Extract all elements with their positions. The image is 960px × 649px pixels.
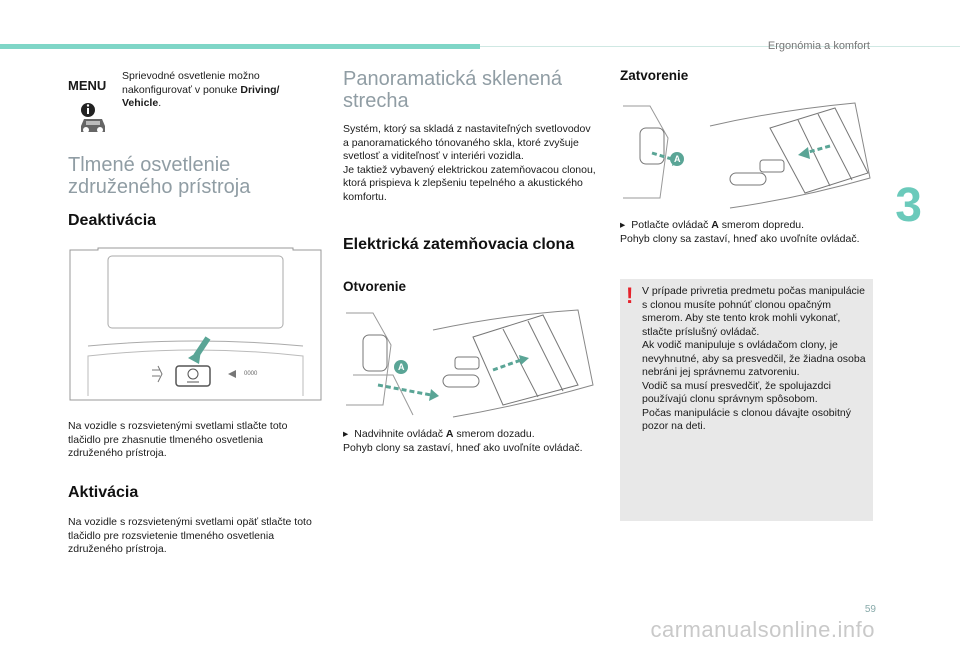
opening-heading: Otvorenie (343, 279, 407, 294)
header-rule (480, 46, 960, 47)
closing-instructions: ▸ Potlačte ovládač A smerom dopredu. Pohyb clony sa zastaví, hneď ako uvoľníte ovládač. (620, 219, 860, 245)
watermark: carmanualsonline.info (650, 617, 875, 642)
instrument-lighting-title: Tlmené osvetlenie združeného prístroja (68, 154, 251, 198)
opening-instructions: ▸ Nadvihnite ovládač A smerom dozadu. Pohyb clony sa zastaví, hneď ako uvoľníte ovládač. (343, 428, 583, 454)
chapter-number: 3 (895, 179, 922, 232)
warning-icon: ! (626, 283, 634, 308)
vehicle-info-icon (75, 100, 111, 136)
deactivation-heading: Deaktivácia (68, 212, 157, 229)
activation-heading: Aktivácia (68, 484, 139, 501)
bullet-arrow-icon: ▸ (620, 219, 626, 231)
odometer-value: 0000 (244, 371, 258, 377)
panoramic-roof-intro: Systém, ktorý sa skladá z nastaviteľných svetlovodov a panoramatického tónovaného skla, ktoré zvyšuje svetlosť a viditeľnosť v interiéri vozidla. Je taktiež vybavený elektrickou zatemňovacou clonou, ktorá prispieva k zlepšeniu tepelného a akustického komfortu. (343, 123, 596, 203)
opening-illustration (343, 305, 598, 420)
page-number: 59 (864, 604, 876, 615)
closing-illustration (620, 98, 875, 210)
instrument-panel-illustration (68, 246, 323, 404)
blind-title: Elektrická zatemňovacia clona (343, 236, 575, 253)
section-header: Ergonómia a komfort (767, 40, 870, 52)
activation-text: Na vozidle s rozsvietenými svetlami opäť stlačte toto tlačidlo pre rozsvietenie tlmeného osvetlenia združeného prístroja. (68, 516, 312, 555)
accent-bar (0, 44, 480, 49)
closing-heading: Zatvorenie (620, 68, 689, 83)
bullet-arrow-icon: ▸ (343, 428, 349, 440)
control-a-label-open: A (398, 362, 405, 372)
control-a-label-close: A (674, 154, 681, 164)
menu-note-text: Sprievodné osvetlenie možno nakonfigurovať v ponuke Driving/ Vehicle. (122, 70, 280, 109)
deactivation-text: Na vozidle s rozsvietenými svetlami stlačte toto tlačidlo pre zhasnutie tlmeného osvetlenia združeného prístroja. (68, 420, 288, 459)
panoramic-roof-title: Panoramatická sklenená strecha (343, 68, 563, 112)
menu-label: MENU (68, 78, 107, 93)
warning-text: V prípade privretia predmetu počas manipulácie s clonou musíte pohnúť clonou opačným smerom. Aby ste tento krok mohli vykonať, stlačte príslušný ovládač. Ak vodič manipuluje s ovládačom clony, je nevyhnutné, aby sa presvedčil, že žiadna osoba nebráni jej správnemu zatvoreniu. Vodič sa musí presvedčiť, že spolujazdci používajú clonu správnym spôsobom. Počas manipulácie s clonou dávajte osobitný pozor na deti. (642, 285, 866, 432)
